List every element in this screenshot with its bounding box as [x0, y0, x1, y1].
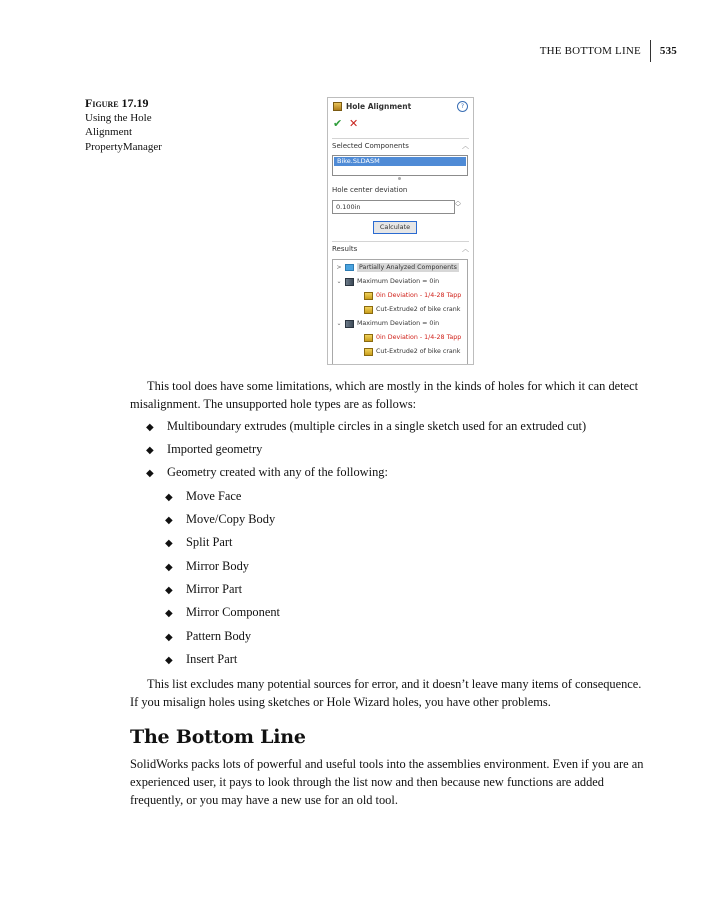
bullet-item: [146, 440, 262, 460]
tree-node[interactable]: [364, 333, 461, 342]
sub-bullet-text: Mirror Component: [186, 605, 280, 619]
assembly-icon: [345, 278, 354, 286]
bullet-item: [146, 417, 586, 437]
sub-bullet-item: [165, 580, 242, 600]
tree-node-label: Maximum Deviation = 0in: [357, 278, 440, 285]
sub-bullet-item: [165, 487, 241, 507]
hole-alignment-panel: [327, 97, 474, 365]
deviation-spinner[interactable]: ︿ ﹀: [455, 198, 462, 211]
hole-feature-icon: [364, 292, 373, 300]
closing-paragraph: [130, 675, 648, 711]
figure-number: Figure 17.19: [85, 96, 149, 110]
sub-bullet-item: [165, 650, 237, 670]
running-header: [540, 40, 677, 62]
tree-node-label: 0in Deviation - 1/4-28 Tapp: [376, 334, 462, 341]
figure-caption-text: Using the Hole Alignment PropertyManager: [85, 111, 162, 153]
ok-checkmark-icon[interactable]: ✔: [333, 117, 343, 130]
bullet-diamond-icon: ◆: [146, 445, 154, 456]
tree-node-label: Partially Analyzed Components: [359, 264, 457, 271]
hole-feature-icon: [364, 306, 373, 314]
bullet-text: Multiboundary extrudes (multiple circles in a single sketch used for an extruded cut): [167, 419, 587, 433]
section-text: SolidWorks packs lots of powerful and useful tools into the assemblies environment. Even if you are an experienced user, it pays to look through the list now and then because new functions are added frequently, or you may have a new use for an old tool.: [130, 757, 644, 807]
tree-node-label: Maximum Deviation = 0in: [357, 320, 440, 327]
sub-bullet-text: Move Face: [186, 489, 242, 503]
tree-node[interactable]: [364, 291, 461, 300]
sub-bullet-item: [165, 533, 232, 553]
figure-caption: [85, 96, 180, 154]
sub-bullet-item: [165, 557, 249, 577]
sub-bullet-text: Split Part: [186, 535, 233, 549]
collapse-chevron-icon[interactable]: ︿: [462, 245, 469, 253]
assembly-icon: [345, 320, 354, 328]
sub-bullet-item: [165, 627, 251, 647]
deviation-label: Hole center deviation: [332, 186, 408, 194]
bullet-text: Imported geometry: [167, 442, 263, 456]
selected-components-label: Selected Components: [332, 142, 409, 150]
page-number: 535: [659, 45, 677, 57]
hole-feature-icon: [364, 334, 373, 342]
tree-node[interactable]: [336, 263, 459, 272]
hole-center-deviation-input[interactable]: 0.100in: [332, 200, 455, 214]
results-tree[interactable]: [332, 259, 468, 365]
section-heading: The Bottom Line: [130, 726, 306, 748]
tree-node-label: Cut-Extrude2 of bike crank: [376, 306, 461, 313]
intro-text: This tool does have some limitations, which are mostly in the kinds of holes for which it can detect misalignment. The unsupported hole types are as follows:: [130, 379, 639, 411]
hole-alignment-icon: [333, 102, 342, 111]
selected-components-header[interactable]: [332, 138, 469, 150]
bullet-diamond-icon: ◆: [165, 515, 173, 526]
help-icon[interactable]: ?: [457, 101, 468, 112]
collapse-arrow-icon[interactable]: ⌄: [336, 278, 342, 285]
closing-text: This list excludes many potential sources for error, and it doesn’t leave many items of consequence. If you misalign holes using sketches or Hole Wizard holes, you have other problems.: [130, 677, 642, 709]
tree-node[interactable]: [364, 305, 460, 314]
sub-bullet-item: [165, 603, 280, 623]
folder-icon: [345, 264, 354, 271]
calculate-button[interactable]: Calculate: [373, 221, 417, 234]
panel-title: [333, 102, 411, 111]
hole-feature-icon: [364, 348, 373, 356]
panel-title-text: Hole Alignment: [346, 102, 412, 111]
tree-node[interactable]: [364, 347, 460, 356]
selected-components-list[interactable]: [332, 155, 468, 176]
tree-node-label: Cut-Extrude2 of bike crank: [376, 348, 461, 355]
running-head-title: THE BOTTOM LINE: [539, 45, 641, 57]
collapse-arrow-icon[interactable]: ⌄: [336, 320, 342, 327]
sub-bullet-text: Move/Copy Body: [186, 512, 276, 526]
collapse-chevron-icon[interactable]: ︿: [462, 142, 469, 150]
bullet-diamond-icon: ◆: [146, 422, 154, 433]
bullet-diamond-icon: ◆: [146, 468, 154, 479]
bullet-diamond-icon: ◆: [165, 632, 173, 643]
expand-arrow-icon[interactable]: >: [336, 264, 342, 271]
tree-node-label: 0in Deviation - 1/4-28 Tapp: [376, 292, 462, 299]
bullet-item: [146, 463, 388, 483]
results-label: Results: [332, 245, 358, 253]
bullet-diamond-icon: ◆: [165, 608, 173, 619]
bullet-diamond-icon: ◆: [165, 538, 173, 549]
resize-handle[interactable]: [398, 177, 401, 180]
bullet-diamond-icon: ◆: [165, 562, 173, 573]
sub-bullet-item: [165, 510, 275, 530]
section-paragraph: [130, 755, 648, 809]
cancel-x-icon[interactable]: ✕: [349, 117, 359, 130]
results-header[interactable]: [332, 241, 469, 253]
bullet-diamond-icon: ◆: [165, 585, 173, 596]
intro-paragraph: [130, 377, 648, 413]
sub-bullet-text: Mirror Part: [186, 582, 243, 596]
bullet-diamond-icon: ◆: [165, 492, 173, 503]
bullet-diamond-icon: ◆: [165, 655, 173, 666]
tree-node[interactable]: [336, 277, 439, 286]
sub-bullet-text: Insert Part: [186, 652, 238, 666]
selected-component-item[interactable]: Bike.SLDASM: [334, 157, 466, 166]
bullet-text: Geometry created with any of the following:: [167, 465, 388, 479]
tree-node[interactable]: [336, 319, 439, 328]
sub-bullet-text: Mirror Body: [186, 559, 249, 573]
sub-bullet-text: Pattern Body: [186, 629, 252, 643]
